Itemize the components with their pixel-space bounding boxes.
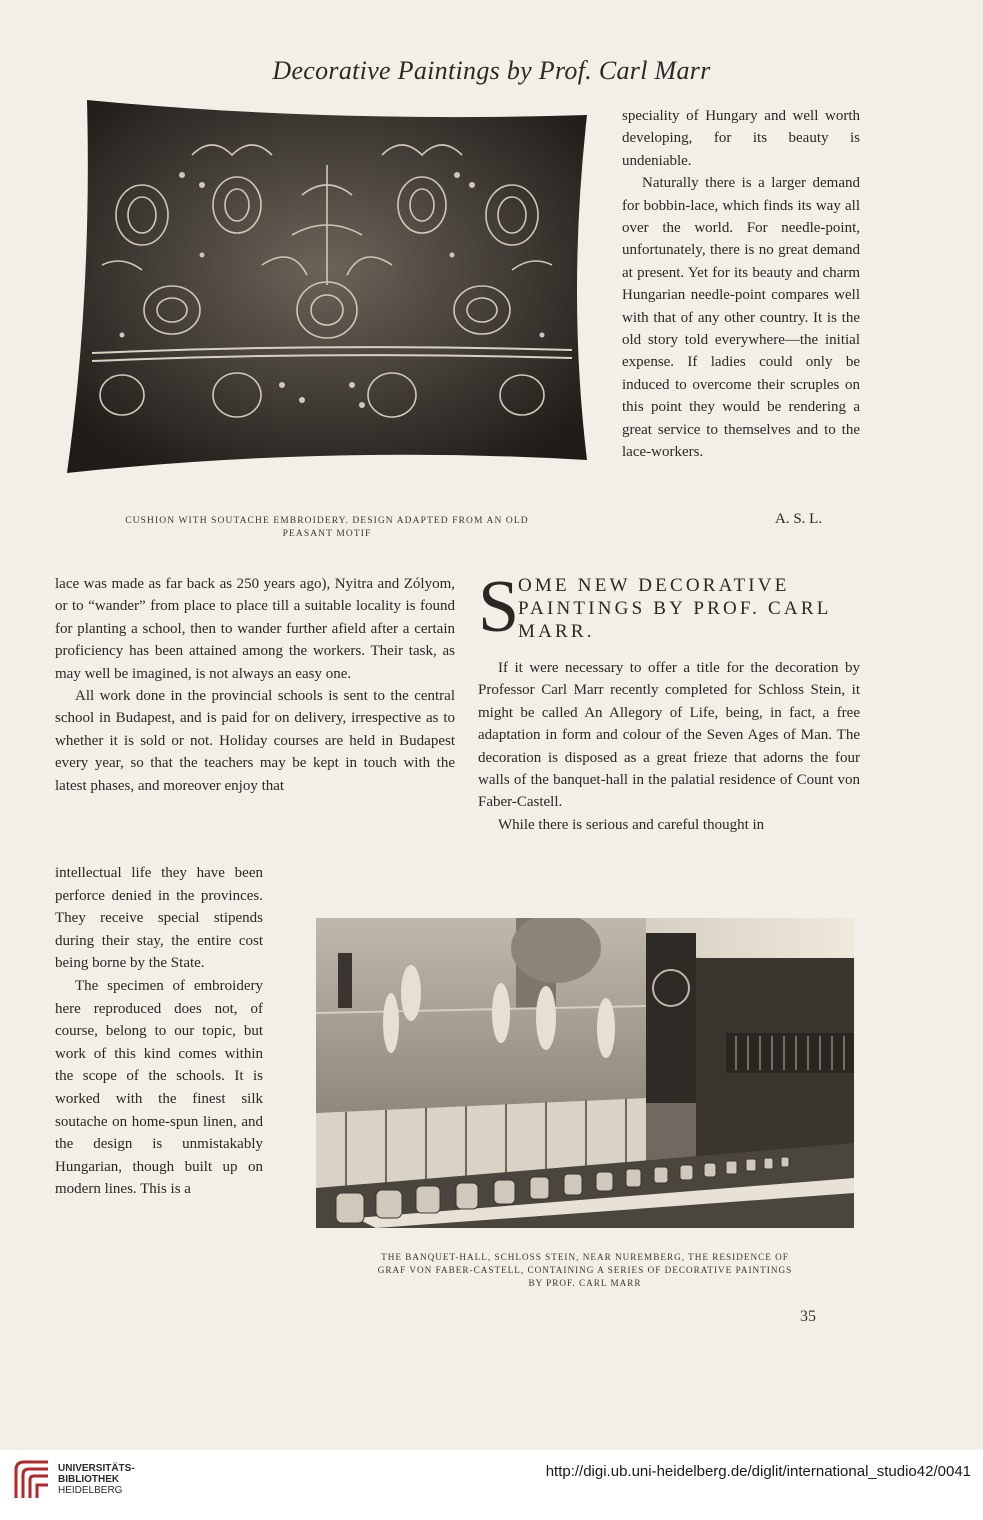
- hall-caption-line-3: BY PROF. CARL MARR: [528, 1278, 642, 1288]
- paragraph: speciality of Hungary and well worth developing, for its beauty is undeniable.: [622, 108, 860, 169]
- library-logo-graphic: [12, 1458, 52, 1502]
- source-url-link[interactable]: http://digi.ub.uni-heidelberg.de/diglit/international_studio42/0041: [545, 1463, 971, 1480]
- paragraph: intellectual life they have been perforce denied in the provinces. They receive special stipends during their stay, the entire cost being borne by the State.: [55, 865, 263, 972]
- running-head: Decorative Paintings by Prof. Carl Marr: [272, 56, 711, 85]
- library-name-line-2: BIBLIOTHEK: [58, 1474, 120, 1485]
- article-heading: [478, 566, 864, 648]
- banquet-hall-image: [316, 918, 854, 1228]
- library-name-line-3: HEIDELBERG: [58, 1485, 123, 1496]
- banquet-hall-photo: [316, 918, 854, 1228]
- left-column-narrow: [55, 862, 263, 1201]
- page-number: 35: [800, 1308, 816, 1325]
- library-name-line-1: UNIVERSITÄTS-: [58, 1463, 135, 1474]
- paragraph: Naturally there is a larger demand for bobbin-lace, which finds its way all over the world. For needle-point, unfortunately, there is no great demand at present. Yet for its beauty and charm Hungarian needle-point compares well with that of any other country. It is the old story told everywhere—the initial expense. If ladies could only be induced to overcome their scruples on this point they would be rendering a great service to themselves and to the lace-workers.: [622, 175, 860, 461]
- footer-bar: [0, 1450, 983, 1520]
- paragraph: While there is serious and careful thought in: [498, 816, 765, 833]
- cushion-photo: [62, 95, 592, 495]
- paragraph: All work done in the provincial schools is sent to the central school in Budapest, and is paid for on delivery, irrespective as to whether it is sold or not. Holiday courses are held in Budapest every year, so that the teachers may be kept in touch with the latest phases, and moreover enjoy that: [55, 688, 455, 794]
- left-column-upper: [55, 573, 455, 797]
- right-top-column: [622, 105, 860, 464]
- signature: A. S. L.: [775, 511, 823, 527]
- library-logo-icon: [12, 1458, 52, 1507]
- cushion-caption-line-2: PEASANT MOTIF: [282, 529, 372, 539]
- cushion-caption: [62, 515, 592, 541]
- hall-caption-line-2: GRAF VON FABER-CASTELL, CONTAINING A SERIES OF DECORATIVE PAINTINGS: [377, 1265, 793, 1275]
- hall-caption-line-1: THE BANQUET-HALL, SCHLOSS STEIN, NEAR NUREMBERG, THE RESIDENCE OF: [381, 1252, 789, 1262]
- cushion-embroidery-image: [62, 95, 592, 495]
- paragraph: The specimen of embroidery here reproduced does not, of course, belong to our topic, but work of this kind comes within the scope of the schools. It is worked with the finest silk soutache on home-spun linen, and the design is unmistakably Hungarian, though built up on modern lines. This is a: [55, 977, 263, 1198]
- banquet-hall-caption: [300, 1251, 870, 1290]
- library-name: [58, 1463, 135, 1496]
- paragraph: If it were necessary to offer a title for the decoration by Professor Carl Marr recently completed for Schloss Stein, it might be called An Allegory of Life, being, in fact, a free adaptation in form and colour of the Seven Ages of Man. The decoration is disposed as a great frieze that adorns the four walls of the banquet-hall in the palatial residence of Count von Faber-Castell.: [478, 660, 860, 811]
- article-title: OME NEW DECORATIVE PAINTINGS BY PROF. CARL MARR.: [518, 575, 831, 642]
- cushion-caption-line-1: CUSHION WITH SOUTACHE EMBROIDERY. DESIGN ADAPTED FROM AN OLD: [125, 516, 529, 526]
- right-article-column: [478, 657, 860, 836]
- drop-cap: S: [478, 566, 520, 648]
- paragraph: lace was made as far back as 250 years ago), Nyitra and Zólyom, or to “wander” from place to place till a suitable locality is found for planting a school, then to wander further afield after a certain proficiency has been attained among the workers. Their task, as may well be imagined, is not always an easy one.: [55, 576, 455, 682]
